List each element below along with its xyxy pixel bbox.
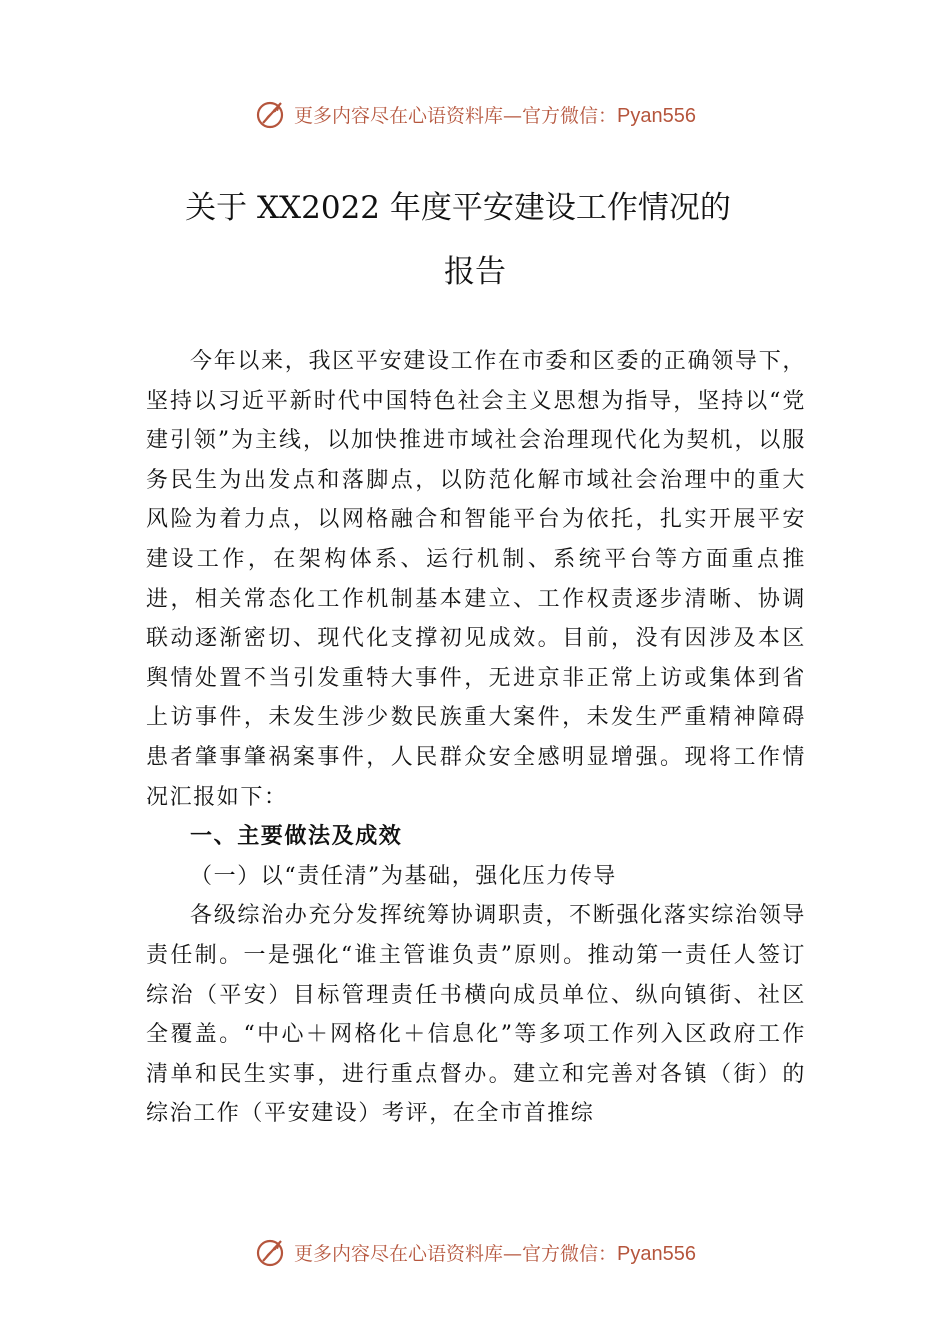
intro-paragraph: 今年以来，我区平安建设工作在市委和区委的正确领导下，坚持以习近平新时代中国特色社会主义思想为指导，坚持以“党建引领”为主线，以加快推进市域社会治理现代化为契机，以服务民生为出发点和落脚点，以防范化解市域社会治理中的重大风险为着力点，以网格融合和智能平台为依托，扎实开展平安建设工作，在架构体系、运行机制、系统平台等方面重点推进，相关常态化工作机制基本建立、工作权责逐步清晰、协调联动逐渐密切、现代化支撑初见成效。目前，没有因涉及本区舆情处置不当引发重特大事件，无进京非正常上访或集体到省上访事件，未发生涉少数民族重大案件，未发生严重精神障碍患者肇事肇祸案事件，人民群众安全感明显增强。现将工作情况汇报如下： [146, 349, 806, 810]
document-body [146, 342, 806, 1134]
section-heading: 一、主要做法及成效 [190, 824, 403, 850]
wechat-account: Pyan556 [617, 1242, 696, 1265]
wechat-account: Pyan556 [617, 104, 696, 127]
quill-pen-logo-icon [254, 1235, 288, 1269]
banner-text: 更多内容尽在心语资料库—官方微信：Pyan556 [294, 1242, 696, 1265]
subsection-paragraph: 各级综治办充分发挥统筹协调职责，不断强化落实综治领导责任制。一是强化“谁主管谁负责”原则。推动第一责任人签订综治（平安）目标管理责任书横向成员单位、纵向镇街、社区全覆盖。“中心＋网格化＋信息化”等多项工作列入区政府工作清单和民生实事，进行重点督办。建立和完善对各镇（街）的综治工作（平安建设）考评，在全市首推综 [146, 903, 806, 1127]
header-banner [0, 94, 950, 134]
document-title-line2: 报告 [444, 254, 506, 290]
banner-text: 更多内容尽在心语资料库—官方微信：Pyan556 [294, 104, 696, 127]
quill-pen-logo-icon [254, 97, 288, 131]
subsection-heading: （一）以“责任清”为基础，强化压力传导 [190, 863, 617, 889]
document-title-line1: 关于 XX2022 年度平安建设工作情况的 [185, 190, 731, 226]
footer-banner [0, 1232, 950, 1272]
